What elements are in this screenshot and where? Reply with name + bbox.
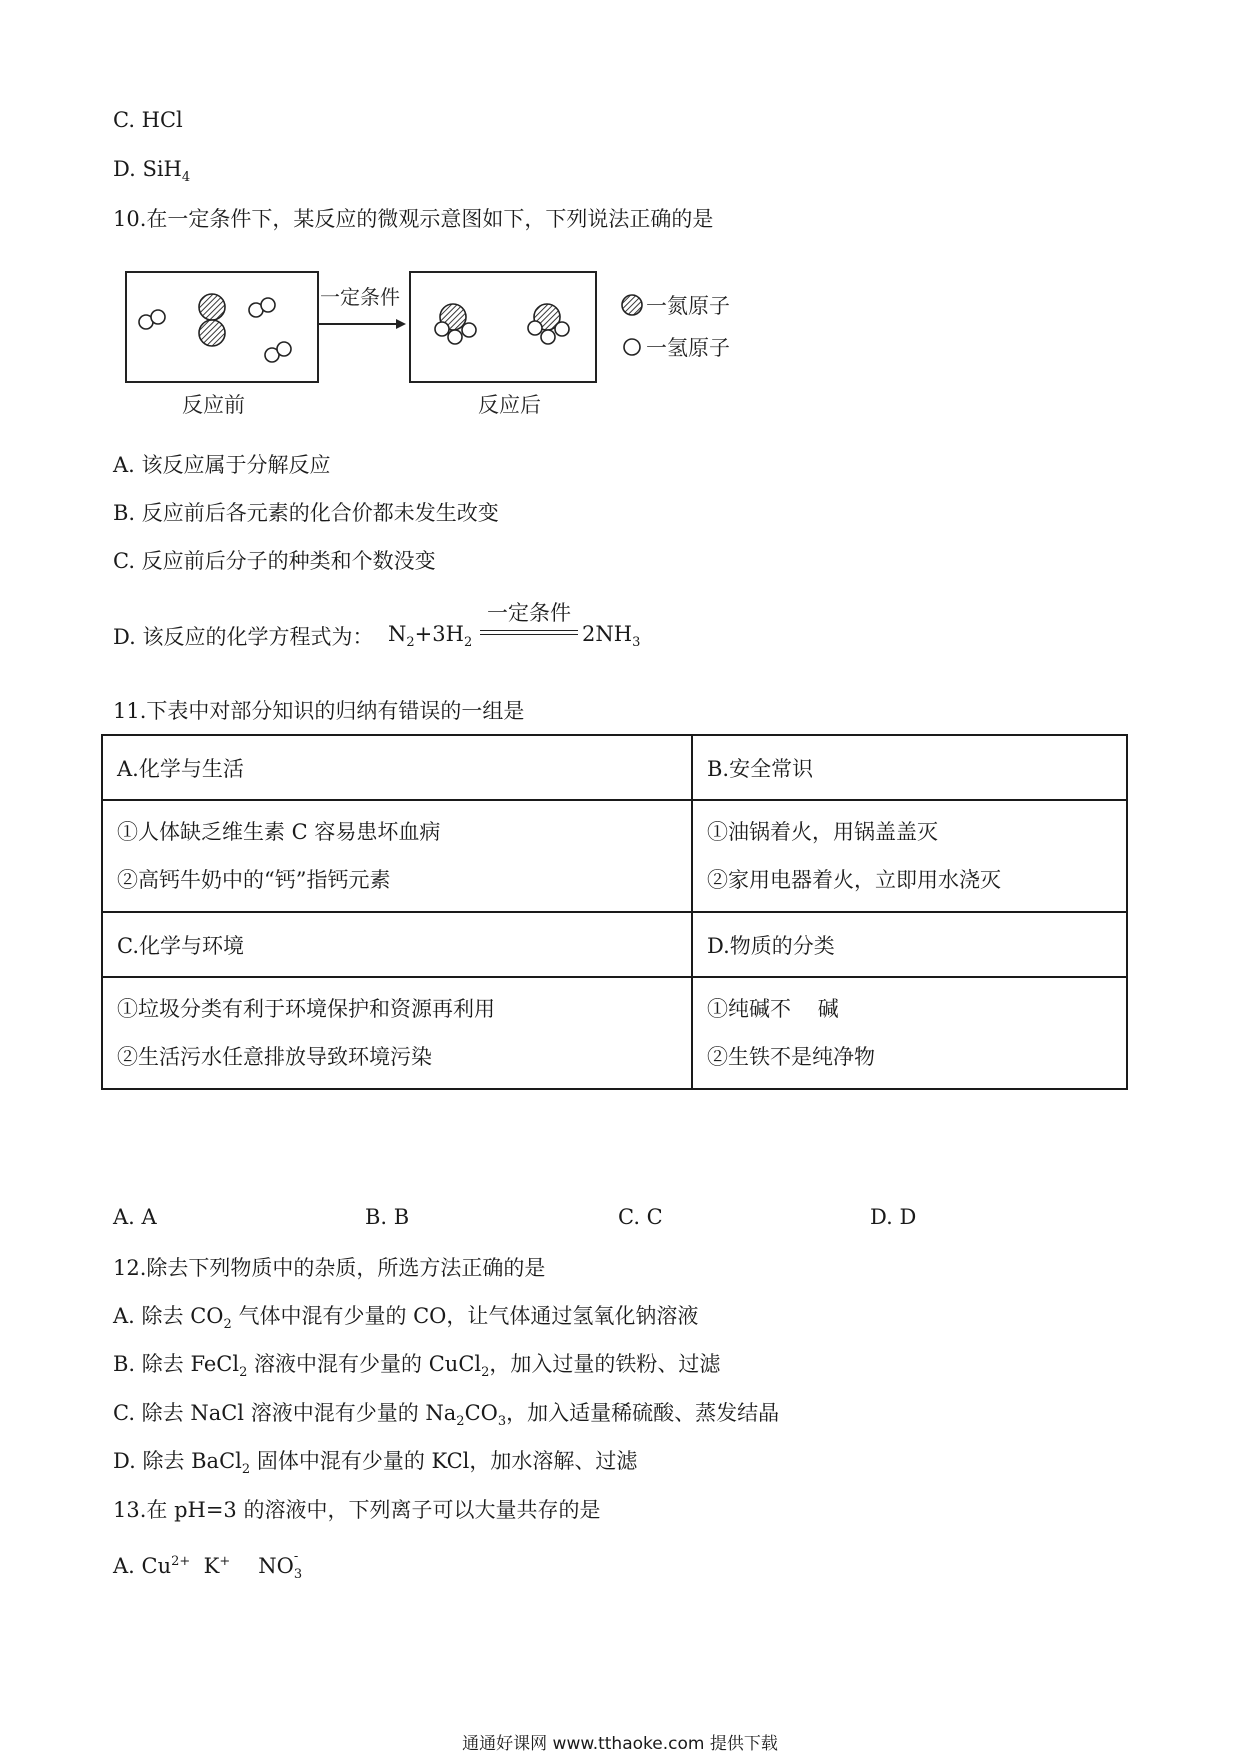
equation-product: $2NH_3$	[582, 622, 641, 651]
footer-source: 通通好课网 www.tthaoke.com 提供下载	[462, 1734, 778, 1754]
q11-stem: 11.下表中对部分知识的归纳有错误的一组是	[113, 699, 525, 723]
q11-options	[113, 1205, 1013, 1233]
cell-a-content: ①人体缺乏维生素 C 容易患坏血病 ②高钙牛奶中的“钙”指钙元素	[102, 800, 692, 912]
q11-option-d: D. D	[870, 1205, 917, 1229]
q12-option-d: D. 除去 BaCl$_2$ 固体中混有少量的 KCl，加水溶解、过滤	[113, 1449, 638, 1478]
equation-bar-bottom	[480, 634, 578, 635]
legend-hydrogen-label: 一氢原子	[646, 336, 730, 360]
q12-option-c: C. 除去 NaCl 溶液中混有少量的 $Na_2CO_3$，加入适量稀硫酸、蒸发结晶	[113, 1401, 780, 1430]
reaction-diagram	[120, 262, 760, 432]
q10-option-d: D. 该反应的化学方程式为：	[113, 625, 374, 649]
q10-option-c: C. 反应前后分子的种类和个数没变	[113, 549, 436, 573]
cell-c-header: C.化学与环境	[102, 912, 692, 977]
nitrogen-atom	[199, 294, 225, 320]
q12-option-b: B. 除去 FeCl$_2$ 溶液中混有少量的 CuCl$_2$，加入过量的铁粉、过滤	[113, 1352, 721, 1381]
legend-nitrogen-label: 一氮原子	[646, 294, 730, 318]
q9-option-d-subscript: 4	[181, 170, 191, 186]
q11-option-c: C. C	[618, 1205, 663, 1229]
equation-reactants: $N_2+3H_2$	[388, 622, 473, 651]
q10-option-a: A. 该反应属于分解反应	[113, 453, 331, 477]
hydrogen-atom	[462, 323, 476, 337]
hydrogen-atom	[435, 322, 449, 336]
q9-option-d-text: D. SiH	[113, 157, 182, 181]
equation-condition: 一定条件	[487, 601, 571, 625]
legend-hydrogen-icon	[624, 339, 640, 355]
equation-bar-top	[480, 630, 578, 631]
cell-c-content: ①垃圾分类有利于环境保护和资源再利用 ②生活污水任意排放导致环境污染	[102, 977, 692, 1089]
knowledge-table	[101, 734, 1128, 1090]
hydrogen-atom	[261, 298, 275, 312]
q10-stem: 10.在一定条件下，某反应的微观示意图如下，下列说法正确的是	[113, 207, 714, 231]
q11-option-b: B. B	[365, 1205, 410, 1229]
hydrogen-atom	[541, 330, 555, 344]
q13-stem: 13.在 pH=3 的溶液中，下列离子可以大量共存的是	[113, 1498, 601, 1522]
q9-option-d	[113, 155, 191, 186]
cell-d-header: D.物质的分类	[692, 912, 1127, 977]
after-label: 反应后	[478, 393, 541, 417]
chemical-equation	[388, 600, 668, 650]
q11-option-a: A. A	[113, 1205, 157, 1229]
cell-d-content: ①纯碱不 碱 ②生铁不是纯净物	[692, 977, 1127, 1089]
before-label: 反应前	[182, 393, 245, 417]
q9-option-c: C. HCl	[113, 108, 183, 132]
arrow-head	[396, 319, 406, 329]
legend-nitrogen-icon	[622, 295, 642, 315]
q12-stem: 12.除去下列物质中的杂质，所选方法正确的是	[113, 1256, 546, 1280]
hydrogen-atom	[151, 310, 165, 324]
hydrogen-atom	[555, 322, 569, 336]
cell-b-header: B.安全常识	[692, 735, 1127, 800]
q10-option-b: B. 反应前后各元素的化合价都未发生改变	[113, 501, 499, 525]
cell-b-content: ①油锅着火，用锅盖盖灭 ②家用电器着火，立即用水浇灭	[692, 800, 1127, 912]
nitrogen-atom	[199, 320, 225, 346]
q12-option-a: A. 除去 $CO_2$ 气体中混有少量的 CO，让气体通过氢氧化钠溶液	[113, 1304, 699, 1333]
hydrogen-atom	[528, 321, 542, 335]
cell-a-header: A.化学与生活	[102, 735, 692, 800]
hydrogen-atom	[448, 330, 462, 344]
hydrogen-atom	[277, 342, 291, 356]
arrow-label: 一定条件	[320, 285, 400, 309]
q13-option-a: A. $Cu^{2+}$ K+ NO - 3	[113, 1549, 303, 1582]
